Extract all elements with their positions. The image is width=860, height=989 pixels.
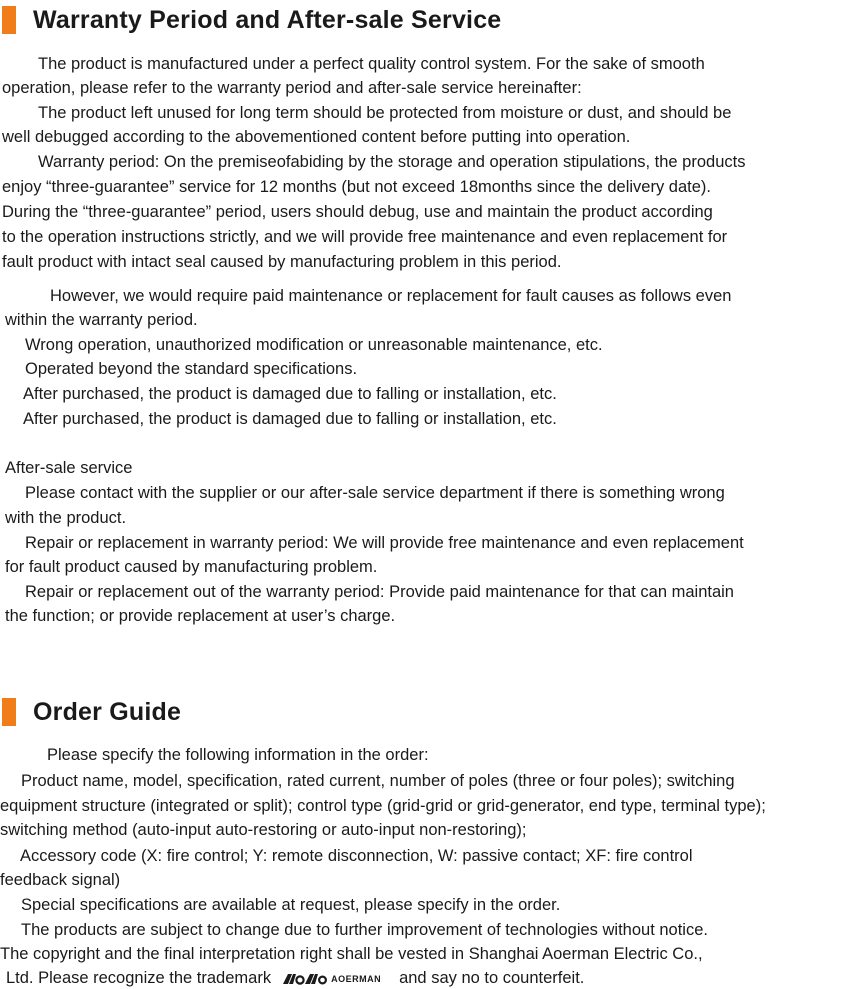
accent-bar xyxy=(2,698,16,726)
aoerman-logo xyxy=(283,971,381,987)
trademark-text-before: Ltd. Please recognize the trademark xyxy=(6,969,272,987)
subheading-after-sale: After-sale service xyxy=(5,459,133,477)
paragraph-line: Please contact with the supplier or our after-sale service department if there is something wrong xyxy=(25,484,725,502)
paragraph-line: feedback signal) xyxy=(0,871,121,889)
accent-bar xyxy=(2,6,16,34)
paragraph-line: the function; or provide replacement at user’s charge. xyxy=(5,607,396,625)
paragraph-line: switching method (auto-input auto-restoring or auto-input non-restoring); xyxy=(0,821,527,839)
paragraph-line: However, we would require paid maintenance or replacement for fault causes as follows even xyxy=(50,287,732,305)
order-heading xyxy=(0,695,181,729)
order-title: Order Guide xyxy=(33,697,182,726)
paragraph-line: During the “three-guarantee” period, users should debug, use and maintain the product according xyxy=(2,203,713,221)
trademark-text-after: and say no to counterfeit. xyxy=(399,969,585,987)
paragraph-line: The product left unused for long term should be protected from moisture or dust, and should be xyxy=(38,104,732,122)
paragraph-line: enjoy “three-guarantee” service for 12 months (but not exceed 18months since the delivery date). xyxy=(2,178,711,196)
list-item: Operated beyond the standard specifications. xyxy=(25,360,358,378)
warranty-title: Warranty Period and After-sale Service xyxy=(33,5,502,34)
paragraph-line: equipment structure (integrated or split); control type (grid-grid or grid-generator, end type, terminal type); xyxy=(0,797,766,815)
paragraph-line: The products are subject to change due to further improvement of technologies without notice. xyxy=(21,921,708,939)
paragraph-line: well debugged according to the abovementioned content before putting into operation. xyxy=(2,128,631,146)
paragraph-line: The product is manufactured under a perfect quality control system. For the sake of smooth xyxy=(38,55,705,73)
paragraph-line: The copyright and the final interpretation right shall be vested in Shanghai Aoerman Electric Co., xyxy=(0,945,703,963)
paragraph-line: for fault product caused by manufacturing problem. xyxy=(5,558,378,576)
list-item: After purchased, the product is damaged due to falling or installation, etc. xyxy=(23,385,557,403)
aoerman-logo-mark-icon xyxy=(283,973,327,985)
paragraph-line: Please specify the following information in the order: xyxy=(47,746,429,764)
list-item: After purchased, the product is damaged due to falling or installation, etc. xyxy=(23,410,557,428)
paragraph-line: Repair or replacement in warranty period: We will provide free maintenance and even replacement xyxy=(25,534,744,552)
paragraph-line: Warranty period: On the premiseofabiding by the storage and operation stipulations, the products xyxy=(38,153,746,171)
paragraph-line: operation, please refer to the warranty period and after-sale service hereinafter: xyxy=(2,79,582,97)
aoerman-logo-word: AOERMAN xyxy=(331,973,382,984)
warranty-heading xyxy=(0,3,501,37)
paragraph-line: Accessory code (X: fire control; Y: remote disconnection, W: passive contact; XF: fire control xyxy=(20,847,693,865)
paragraph-line: with the product. xyxy=(5,509,127,527)
paragraph-line: within the warranty period. xyxy=(5,311,198,329)
paragraph-line: Special specifications are available at request, please specify in the order. xyxy=(21,896,561,914)
paragraph-line: to the operation instructions strictly, and we will provide free maintenance and even replacement for xyxy=(2,228,728,246)
list-item: Wrong operation, unauthorized modification or unreasonable maintenance, etc. xyxy=(25,336,603,354)
paragraph-line: Product name, model, specification, rated current, number of poles (three or four poles); switching xyxy=(21,772,735,790)
paragraph-line: fault product with intact seal caused by manufacturing problem in this period. xyxy=(2,253,562,271)
trademark-line xyxy=(6,968,584,988)
paragraph-line: Repair or replacement out of the warranty period: Provide paid maintenance for that can maintain xyxy=(25,583,734,601)
